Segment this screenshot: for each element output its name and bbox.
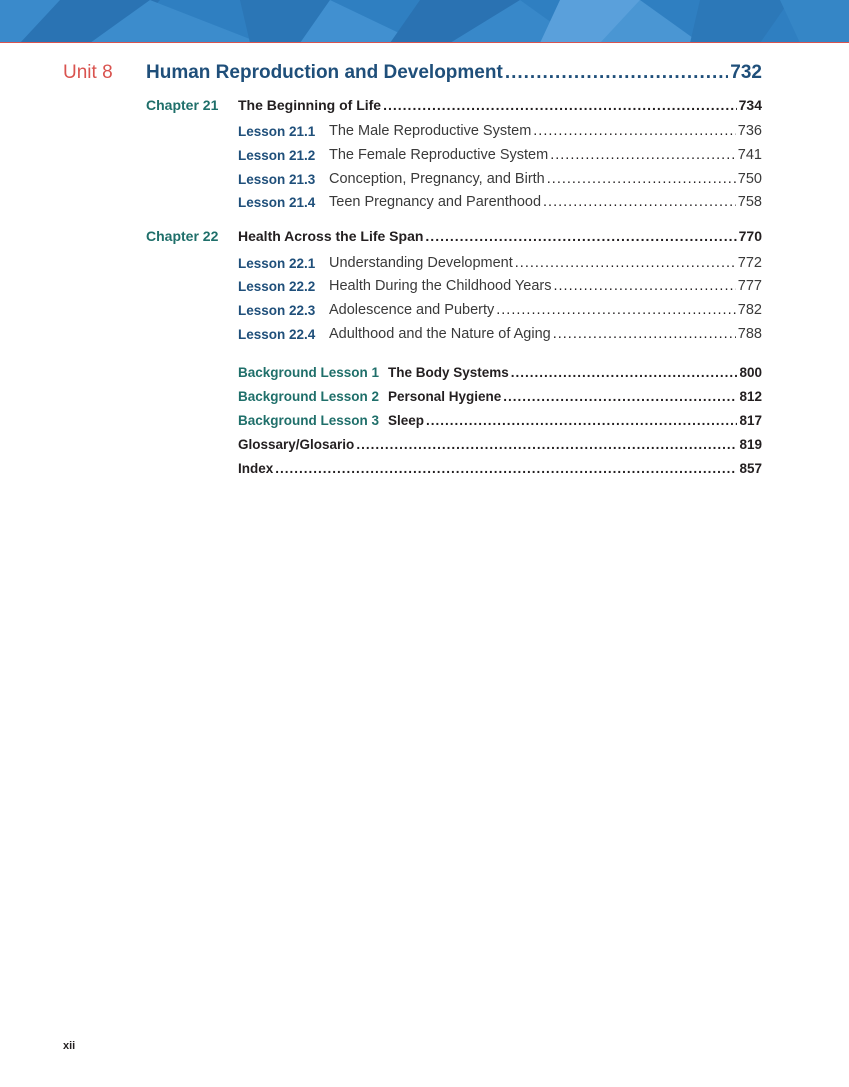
background-lesson-title[interactable]: The Body Systems bbox=[388, 365, 509, 380]
chapter-title[interactable]: The Beginning of Life bbox=[238, 97, 382, 113]
lesson-page: 736 bbox=[737, 123, 762, 139]
dot-leader bbox=[275, 461, 737, 476]
dot-leader bbox=[356, 437, 737, 452]
lesson-entry[interactable] bbox=[329, 194, 762, 210]
header-banner bbox=[0, 0, 849, 43]
background-lesson-entry[interactable] bbox=[388, 389, 762, 404]
lesson-page: 777 bbox=[737, 278, 762, 294]
lesson-title[interactable]: The Female Reproductive System bbox=[329, 147, 549, 163]
dot-leader bbox=[547, 171, 736, 187]
index-page: 857 bbox=[739, 461, 762, 476]
background-lesson-page: 800 bbox=[739, 365, 762, 380]
lesson-title[interactable]: Health During the Childhood Years bbox=[329, 278, 552, 294]
lesson-label: Lesson 22.4 bbox=[238, 327, 316, 342]
lesson-page: 772 bbox=[737, 255, 762, 271]
chapter-title[interactable]: Health Across the Life Span bbox=[238, 228, 424, 244]
glossary-entry[interactable] bbox=[238, 437, 762, 452]
index-entry[interactable] bbox=[238, 461, 762, 476]
lesson-label: Lesson 22.2 bbox=[238, 279, 316, 294]
chapter-page: 770 bbox=[738, 228, 762, 244]
unit-label: Unit 8 bbox=[63, 62, 113, 83]
lesson-page: 741 bbox=[737, 147, 762, 163]
dot-leader bbox=[553, 278, 735, 294]
lesson-title[interactable]: Understanding Development bbox=[329, 255, 513, 271]
dot-leader bbox=[550, 147, 736, 163]
lesson-page: 750 bbox=[737, 171, 762, 187]
background-lesson-title[interactable]: Personal Hygiene bbox=[388, 389, 502, 404]
lesson-entry[interactable] bbox=[329, 147, 762, 163]
lesson-label: Lesson 21.4 bbox=[238, 195, 316, 210]
background-lesson-title[interactable]: Sleep bbox=[388, 413, 425, 428]
lesson-title[interactable]: Teen Pregnancy and Parenthood bbox=[329, 194, 542, 210]
chapter-label: Chapter 22 bbox=[146, 228, 219, 244]
glossary-page: 819 bbox=[739, 437, 762, 452]
chapter-entry[interactable] bbox=[238, 97, 762, 113]
banner-graphic bbox=[0, 0, 849, 43]
dot-leader bbox=[505, 62, 728, 84]
dot-leader bbox=[515, 255, 736, 271]
page-number: xii bbox=[63, 1040, 76, 1052]
index-title[interactable]: Index bbox=[238, 461, 274, 476]
chapter-page: 734 bbox=[738, 97, 762, 113]
background-lesson-entry[interactable] bbox=[388, 413, 762, 428]
unit-page: 732 bbox=[730, 62, 762, 83]
lesson-page: 788 bbox=[737, 326, 762, 342]
lesson-title[interactable]: Adolescence and Puberty bbox=[329, 302, 495, 318]
lesson-entry[interactable] bbox=[329, 171, 762, 187]
banner-rule bbox=[0, 42, 849, 43]
dot-leader bbox=[383, 97, 737, 113]
dot-leader bbox=[543, 194, 736, 210]
chapter-label: Chapter 21 bbox=[146, 97, 219, 113]
background-lesson-label: Background Lesson 2 bbox=[238, 389, 380, 404]
lesson-label: Lesson 21.2 bbox=[238, 148, 316, 163]
background-lesson-label: Background Lesson 1 bbox=[238, 365, 380, 380]
background-lesson-page: 817 bbox=[739, 413, 762, 428]
dot-leader bbox=[426, 413, 737, 428]
lesson-entry[interactable] bbox=[329, 255, 762, 271]
lesson-page: 758 bbox=[737, 194, 762, 210]
glossary-title[interactable]: Glossary/Glosario bbox=[238, 437, 355, 452]
unit-title[interactable]: Human Reproduction and Development bbox=[146, 62, 503, 83]
lesson-entry[interactable] bbox=[329, 326, 762, 342]
lesson-label: Lesson 21.3 bbox=[238, 172, 316, 187]
lesson-label: Lesson 22.3 bbox=[238, 303, 316, 318]
background-lesson-page: 812 bbox=[739, 389, 762, 404]
dot-leader bbox=[511, 365, 738, 380]
background-lesson-entry[interactable] bbox=[388, 365, 762, 380]
dot-leader bbox=[503, 389, 737, 404]
lesson-entry[interactable] bbox=[329, 123, 762, 139]
chapter-entry[interactable] bbox=[238, 228, 762, 244]
lesson-title[interactable]: Adulthood and the Nature of Aging bbox=[329, 326, 551, 342]
dot-leader bbox=[533, 123, 736, 139]
lesson-entry[interactable] bbox=[329, 278, 762, 294]
lesson-page: 782 bbox=[737, 302, 762, 318]
dot-leader bbox=[496, 302, 736, 318]
dot-leader bbox=[425, 228, 736, 244]
dot-leader bbox=[553, 326, 736, 342]
unit-entry[interactable] bbox=[146, 62, 762, 84]
lesson-title[interactable]: Conception, Pregnancy, and Birth bbox=[329, 171, 545, 187]
lesson-title[interactable]: The Male Reproductive System bbox=[329, 123, 532, 139]
lesson-label: Lesson 22.1 bbox=[238, 256, 316, 271]
background-lesson-label: Background Lesson 3 bbox=[238, 413, 380, 428]
lesson-label: Lesson 21.1 bbox=[238, 124, 316, 139]
lesson-entry[interactable] bbox=[329, 302, 762, 318]
